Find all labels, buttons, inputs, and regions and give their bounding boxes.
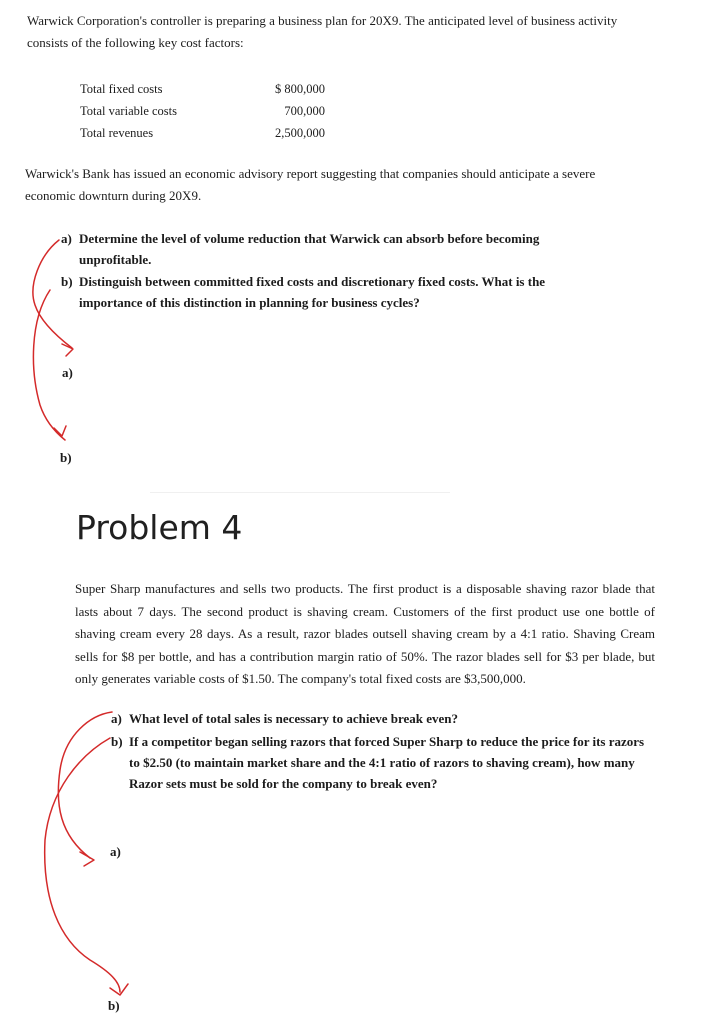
question-2a xyxy=(111,708,651,729)
problem-4-heading: Problem 4 xyxy=(76,508,243,547)
cost-label: Total fixed costs xyxy=(80,82,163,96)
question-letter: a) xyxy=(61,231,72,246)
bank-report-paragraph: Warwick's Bank has issued an economic advisory report suggesting that companies should anticipate a severe economic downturn during 20X9. xyxy=(25,166,596,203)
question-text: What level of total sales is necessary to achieve break even? xyxy=(129,711,459,726)
cost-row-fixed xyxy=(80,78,325,100)
cost-factors-table xyxy=(80,78,325,144)
cost-value: 2,500,000 xyxy=(275,126,325,140)
cost-row-variable xyxy=(80,100,325,122)
question-1a xyxy=(61,228,571,270)
question-text: Determine the level of volume reduction that Warwick can absorb before becoming unprofitable. xyxy=(79,231,540,267)
question-text: Distinguish between committed fixed costs and discretionary fixed costs. What is the importance of this distinction in planning for business cycles? xyxy=(79,274,546,310)
question-1b xyxy=(61,271,581,313)
answer-2b-label: b) xyxy=(108,998,120,1013)
arrow-1b-head-icon xyxy=(54,426,66,436)
cost-row-revenues xyxy=(80,122,325,144)
intro-paragraph: Warwick Corporation's controller is preparing a business plan for 20X9. The anticipated level of business activity consists of the following key cost factors: xyxy=(27,13,618,50)
divider xyxy=(150,492,450,493)
problem-4-paragraph: Super Sharp manufactures and sells two products. The first product is a disposable shaving razor blade that lasts about 7 days. The second product is shaving cream. Customers of the first product use one bottle of shaving cream every 28 days. As a result, razor blades outsell shaving cream by a 4:1 ratio. Shaving Cream sells for $8 per bottle, and has a contribution margin ratio of 50%. The razor blades sell for $3 per blade, but only generates variable costs of $1.50. The company's total fixed costs are $3,500,000. xyxy=(75,581,655,686)
cost-value: $ 800,000 xyxy=(275,82,325,96)
question-letter: a) xyxy=(111,711,122,726)
arrow-2b-head-icon xyxy=(110,984,128,995)
arrow-1a-head-icon xyxy=(62,344,73,356)
cost-label: Total revenues xyxy=(80,126,154,140)
arrow-2a-head-icon xyxy=(80,852,94,866)
answer-2a-label: a) xyxy=(110,844,121,859)
cost-label: Total variable costs xyxy=(80,104,178,118)
question-letter: b) xyxy=(61,274,73,289)
question-letter: b) xyxy=(111,734,123,749)
arrow-2a-curve xyxy=(58,712,112,858)
answer-1a-label: a) xyxy=(62,365,73,380)
question-2b xyxy=(111,731,656,794)
question-text: If a competitor began selling razors that forced Super Sharp to reduce the price for its razors to $2.50 (to maintain market share and the 4:1 ratio of razors to shaving cream), how many Razor sets must be sold for the company to break even? xyxy=(129,734,645,791)
cost-value: 700,000 xyxy=(284,104,325,118)
arrow-2b-curve xyxy=(45,738,120,992)
answer-1b-label: b) xyxy=(60,450,72,465)
